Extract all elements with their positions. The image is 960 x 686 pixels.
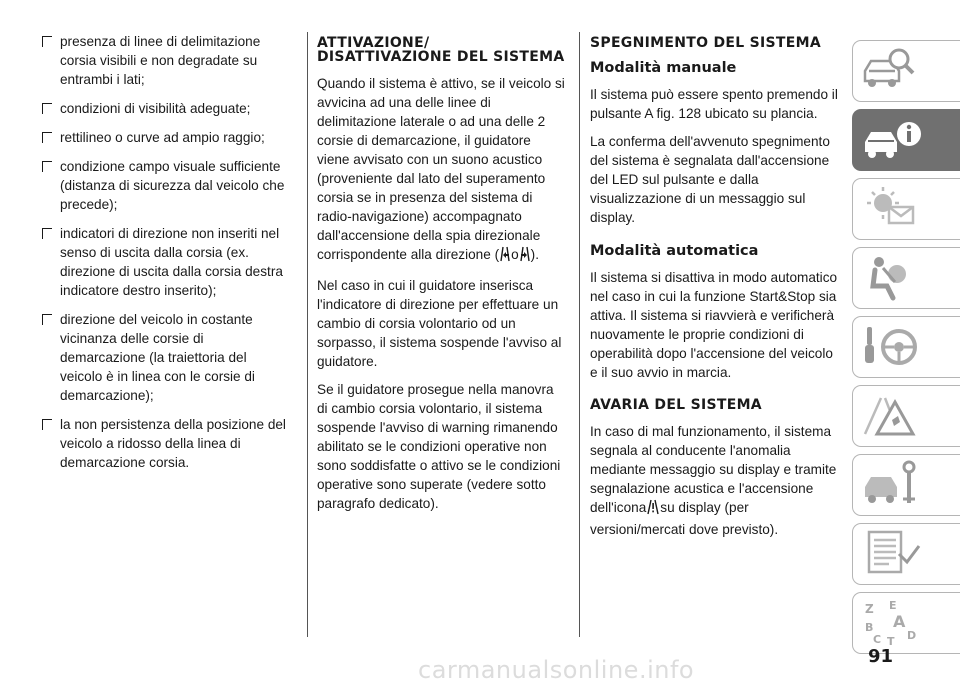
alphabetical-index-icon [859, 597, 923, 649]
tab-steering-key[interactable] [852, 316, 960, 378]
specifications-list-icon [859, 528, 923, 580]
tab-specifications[interactable] [852, 523, 960, 585]
column-divider [579, 32, 580, 637]
svg-text:C: C [873, 633, 882, 646]
middle-column [317, 32, 567, 522]
list-item: indicatori di direzione non inseriti nel senso di uscita dalla corsia (ex. direzione di uscita dalla corsia destra indicatore destro inserito); [40, 224, 290, 300]
tab-car-search[interactable] [852, 40, 960, 102]
section-heading: ATTIVAZIONE/ DISATTIVAZIONE DEL SISTEMA [317, 35, 565, 65]
svg-text:T: T [887, 635, 895, 648]
svg-text:D: D [907, 629, 917, 642]
tab-car-maintenance[interactable] [852, 454, 960, 516]
car-search-icon [859, 45, 919, 97]
car-maintenance-icon [859, 459, 923, 511]
list-item: presenza di linee di delimitazione corsia visibili e non degradate su entrambi i lati; [40, 32, 290, 89]
paragraph: In caso di mal funzionamento, il sistema segnala al conducente l'anomalia mediante messaggio su display e tramite segnalazione acustica e l'accensione dell'icona su display (per versioni/mercati dove previsto). [590, 424, 837, 537]
tab-warning-lights[interactable] [852, 178, 960, 240]
lane-departure-left-icon [499, 246, 511, 267]
svg-text:Z: Z [865, 602, 874, 616]
svg-text:B: B [865, 621, 874, 634]
paragraph: Il sistema può essere spento premendo il pulsante A fig. 128 ubicato su plancia. [590, 87, 838, 121]
subheading: Modalità automatica [590, 243, 759, 259]
road-emergency-icon [859, 390, 923, 442]
list-item: condizione campo visuale sufficiente (distanza di sicurezza dal veicolo che precede); [40, 157, 290, 214]
subheading: Modalità manuale [590, 60, 737, 76]
paragraph: La conferma dell'avvenuto spegnimento del sistema è segnalata dall'accensione del LED sul pulsante e dalla visualizzazione di un messaggio sul display. [590, 134, 830, 225]
tab-car-info[interactable] [852, 109, 960, 171]
right-column [590, 32, 840, 548]
paragraph: Quando il sistema è attivo, se il veicolo si avvicina ad una delle linee di delimitazione laterale o ad una delle 2 corsie di demarcazione, il guidatore viene avvisato con un suono acustico (proveniente dal lato del superamento corsia se in presenza del sistema di radio-navigazione) accompagnato dall'accensione della spia direzionale corrispondente alla direzione ( o ). [317, 74, 567, 267]
car-info-icon [859, 114, 929, 166]
list-item: condizioni di visibilità adeguate; [40, 99, 290, 118]
svg-text:A: A [893, 612, 906, 631]
section-heading: AVARIA DEL SISTEMA [590, 397, 762, 413]
watermark: carmanualsonline.info [418, 656, 695, 684]
lane-departure-right-icon [519, 246, 531, 267]
list-item: la non persistenza della posizione del veicolo a ridosso della linea di demarcazione corsia. [40, 415, 290, 472]
svg-text:E: E [889, 599, 897, 612]
page-number: 91 [868, 646, 894, 667]
paragraph: Il sistema si disattiva in modo automatico nel caso in cui la funzione Start&Stop sia attiva. Il sistema si riavvierà e verificherà nuovamente le proprie condizioni di operabilità dopo l'accensione del veicolo e il suo avvio in marcia. [590, 270, 838, 380]
section-heading: SPEGNIMENTO DEL SISTEMA [590, 35, 821, 51]
seat-airbag-icon [859, 252, 923, 304]
lane-warning-icon [646, 499, 660, 520]
list-item: rettilineo o curve ad ampio raggio; [40, 128, 290, 147]
tab-alphabetical-index[interactable] [852, 592, 960, 654]
paragraph: Nel caso in cui il guidatore inserisca l'indicatore di direzione per effettuare un cambio di corsia volontario od un sorpasso, il sistema sospende l'avviso al guidatore. [317, 278, 562, 369]
steering-key-icon [859, 321, 923, 373]
list-item: direzione del veicolo in costante vicinanza delle corsie di demarcazione (la traiettoria del veicolo è in linea con le corsie di demarcazione); [40, 310, 290, 405]
chapter-tabs [852, 40, 960, 661]
warning-lights-icon [859, 183, 923, 235]
column-divider [307, 32, 308, 637]
paragraph: Se il guidatore prosegue nella manovra di cambio corsia volontario, il sistema sospende l'avviso di warning rimanendo abilitato se le condizioni operative non sono soddisfatte o attivo se le condizioni operative sono superate (vedere sotto paragrafo dedicato). [317, 382, 561, 511]
tab-seat-airbag[interactable] [852, 247, 960, 309]
tab-road-emergency[interactable] [852, 385, 960, 447]
left-column [40, 32, 290, 482]
